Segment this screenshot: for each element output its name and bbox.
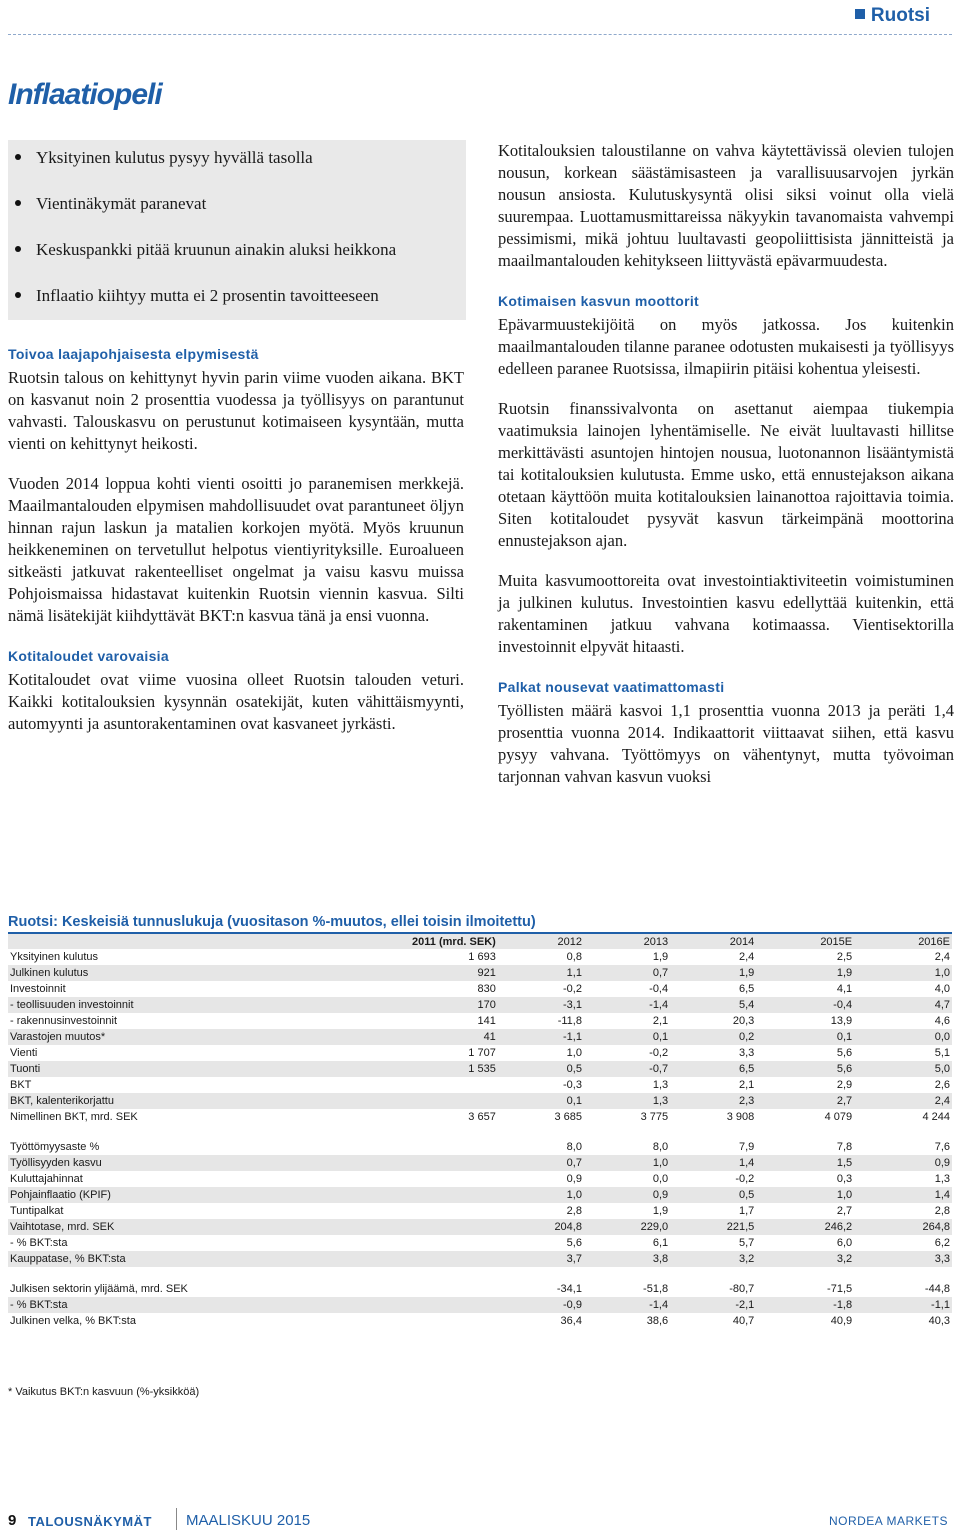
value-cell: -44,8 (924, 1283, 950, 1295)
row-label: Vaihtotase, mrd. SEK (8, 1219, 258, 1235)
value-cell: 36,4 (560, 1315, 582, 1327)
value-cell: 1,3 (584, 1093, 670, 1109)
header-cell: 2012 (498, 934, 584, 949)
value-cell: 5,4 (670, 997, 756, 1013)
row-label: Työttömyysaste % (10, 1141, 100, 1153)
value-cell: 1,7 (738, 1205, 755, 1217)
value-cell: 8,0 (566, 1141, 582, 1153)
value-cell: 1,3 (934, 1173, 950, 1185)
summary-box (8, 140, 466, 320)
row-label: Varastojen muutos* (8, 1029, 258, 1045)
row-label: - rakennusinvestoinnit (10, 1015, 118, 1027)
paragraph: Epävarmuustekijöitä on myös jatkossa. Jos kuitenkin maailmantalouden tilanne paranee odotusten mukaisesti ja työllisyys edelleen paranee Ruotsissa, ilmapiirin pitäisi kohentua yleisesti. (498, 315, 954, 378)
section-heading: Kotimaisen kasvun moottorit (498, 293, 700, 309)
value-cell: -1,1 (498, 1029, 584, 1045)
value-cell: 40,7 (732, 1315, 755, 1327)
value-cell: -1,1 (854, 1297, 952, 1313)
value-cell: 229,0 (584, 1219, 670, 1235)
value-cell: -0,2 (563, 983, 582, 995)
value-cell (258, 1187, 498, 1203)
row-label: Yksityinen kulutus (10, 951, 99, 963)
value-cell: 1,0 (584, 1155, 670, 1171)
value-cell: 2,4 (934, 951, 950, 963)
value-cell: 7,9 (738, 1141, 755, 1153)
value-cell: 3 685 (554, 1111, 582, 1123)
value-cell (258, 1281, 498, 1297)
table-row (8, 1045, 952, 1061)
value-cell: 1 707 (468, 1047, 496, 1059)
value-cell (258, 1093, 498, 1109)
value-cell: 2,1 (738, 1079, 755, 1091)
value-cell: 5,0 (854, 1061, 952, 1077)
paragraph: Muita kasvumoottoreita ovat investointiaktiviteetin voimistuminen ja julkinen kulutus. Investointien kasvu edellyttää kuitenkin, että rakentaminen jatkuu vahvana kotimaassa. Vientisektorilla investoinnit elpyvät hitaasti. (498, 571, 954, 656)
value-cell: 7,8 (836, 1141, 853, 1153)
publication-name: TALOUSNÄKYMÄT (28, 1514, 152, 1529)
value-cell: 4,6 (934, 1015, 950, 1027)
value-cell: 6,5 (738, 983, 755, 995)
value-cell: 1,9 (652, 951, 669, 963)
value-cell: 0,5 (498, 1061, 584, 1077)
value-cell: 1 693 (468, 951, 496, 963)
value-cell: -3,1 (498, 997, 584, 1013)
table-row (8, 1313, 952, 1329)
value-cell (258, 1139, 498, 1155)
value-cell: 0,9 (854, 1155, 952, 1171)
value-cell: 2,7 (756, 1093, 854, 1109)
value-cell: 1,4 (670, 1155, 756, 1171)
value-cell: 5,6 (836, 1047, 853, 1059)
value-cell: -1,4 (584, 997, 670, 1013)
table-row (8, 1077, 952, 1093)
row-label: Kuluttajahinnat (10, 1173, 83, 1185)
value-cell: 1,3 (652, 1079, 669, 1091)
value-cell: -0,2 (649, 1047, 669, 1059)
table-row (8, 965, 952, 981)
value-cell: 1,9 (756, 965, 854, 981)
header-cell: 2011 (mrd. SEK) (258, 934, 498, 949)
value-cell: 1,1 (498, 965, 584, 981)
value-cell: 1,0 (566, 1047, 582, 1059)
section-heading: Kotitaloudet varovaisia (8, 648, 169, 664)
table-row (8, 1171, 952, 1187)
value-cell: 20,3 (732, 1015, 755, 1027)
row-label: Tuonti (8, 1061, 258, 1077)
page-title: Inflaatiopeli (8, 78, 162, 111)
value-cell: 38,6 (646, 1315, 669, 1327)
paragraph: Kotitalouksien taloustilanne on vahva käytettävissä olevien tulojen nousun, korkean säästämisasteen ja varallisuusarvojen jyrkän nousun ansiosta. Kulutuskysyntä olisi siksi voinut olla vielä suurempaa. Luottamusmittareissa näkyykin tavanomaista vahvempi pessimismi, mikä johtuu luultavasti geopoliittisista jännitteistä ja maailmantalouden kehitykseen liittyvästä epävarmuudesta. (498, 141, 954, 270)
page-footer (8, 1502, 952, 1532)
value-cell: 13,9 (830, 1015, 853, 1027)
value-cell: -1,8 (756, 1297, 854, 1313)
row-label: Julkisen sektorin ylijäämä, mrd. SEK (10, 1283, 188, 1295)
value-cell: -1,4 (584, 1297, 670, 1313)
row-label: - % BKT:sta (10, 1237, 68, 1249)
table-row (8, 1139, 952, 1155)
row-label: Vienti (10, 1047, 38, 1059)
value-cell: -34,1 (556, 1283, 582, 1295)
square-icon (855, 9, 865, 19)
value-cell: 0,2 (670, 1029, 756, 1045)
value-cell: 1,0 (498, 1187, 584, 1203)
table-spacer-row (8, 1125, 952, 1139)
table-footnote: * Vaikutus BKT:n kasvuun (%-yksikköä) (8, 1386, 200, 1398)
value-cell: -0,7 (584, 1061, 670, 1077)
value-cell: 2,6 (934, 1079, 950, 1091)
value-cell: 2,5 (836, 951, 853, 963)
value-cell: 7,6 (934, 1141, 950, 1153)
value-cell: 2,8 (934, 1205, 950, 1217)
spacer-cell (8, 1267, 952, 1281)
value-cell: 0,9 (566, 1173, 582, 1185)
value-cell: 2,7 (836, 1205, 853, 1217)
value-cell: 1,9 (652, 1205, 669, 1217)
value-cell: 2,4 (854, 1093, 952, 1109)
value-cell (258, 1171, 498, 1187)
value-cell: -51,8 (643, 1283, 669, 1295)
value-cell: 0,1 (498, 1093, 584, 1109)
value-cell: 1,4 (854, 1187, 952, 1203)
header-cell: 2016E (854, 934, 952, 949)
value-cell: 8,0 (652, 1141, 669, 1153)
section-heading: Palkat nousevat vaatimattomasti (498, 679, 725, 695)
value-cell (258, 1235, 498, 1251)
value-cell: 3,3 (738, 1047, 755, 1059)
value-cell: -0,4 (649, 983, 669, 995)
right-column (498, 140, 954, 788)
value-cell: 0,3 (836, 1173, 853, 1185)
value-cell: 5,6 (756, 1061, 854, 1077)
value-cell: 3,8 (584, 1251, 670, 1267)
row-label: Työllisyyden kasvu (8, 1155, 258, 1171)
value-cell (258, 1203, 498, 1219)
value-cell (258, 1313, 498, 1329)
value-cell: 221,5 (670, 1219, 756, 1235)
value-cell: 5,7 (738, 1237, 755, 1249)
table-row (8, 1109, 952, 1125)
footer-divider (176, 1508, 177, 1530)
row-label: Nimellinen BKT, mrd. SEK (10, 1111, 138, 1123)
value-cell: 40,3 (928, 1315, 950, 1327)
table-row (8, 1155, 952, 1171)
table-row (8, 1061, 952, 1077)
value-cell: -0,4 (756, 997, 854, 1013)
value-cell: 5,1 (934, 1047, 950, 1059)
table-row (8, 949, 952, 965)
table-row (8, 1281, 952, 1297)
row-label: Investoinnit (10, 983, 66, 995)
value-cell: 4,0 (934, 983, 950, 995)
summary-bullet: Keskuspankki pitää kruunun ainakin aluksi heikkona (34, 238, 466, 261)
table-row (8, 1219, 952, 1235)
value-cell: 1,5 (756, 1155, 854, 1171)
value-cell (258, 1155, 498, 1171)
table-title: Ruotsi: Keskeisiä tunnuslukuja (vuositason %-muutos, ellei toisin ilmoitettu) (8, 914, 536, 930)
table-row (8, 1013, 952, 1029)
value-cell: 0,9 (584, 1187, 670, 1203)
value-cell: 3,3 (854, 1251, 952, 1267)
table-body (8, 949, 952, 1329)
value-cell: 2,9 (836, 1079, 853, 1091)
value-cell (258, 1251, 498, 1267)
value-cell: 0,8 (566, 951, 582, 963)
value-cell: 3 657 (468, 1111, 496, 1123)
value-cell: 6,2 (934, 1237, 950, 1249)
table-row (8, 997, 952, 1013)
table-row (8, 1203, 952, 1219)
value-cell: 3,2 (670, 1251, 756, 1267)
value-cell: 0,7 (498, 1155, 584, 1171)
row-label: Pohjainflaatio (KPIF) (8, 1187, 258, 1203)
value-cell: 3 775 (640, 1111, 669, 1123)
value-cell: 141 (477, 1015, 496, 1027)
row-label: Kauppatase, % BKT:sta (8, 1251, 258, 1267)
paragraph: Ruotsin talous on kehittynyt hyvin parin viime vuoden aikana. BKT on kasvanut noin 2 prosenttia vuodessa ja työllisyys on parantunut vahvasti. Talouskasvu on perustunut kotimaiseen kysyntään, mutta vienti on kehittynyt heikosti. (8, 368, 464, 453)
value-cell: 0,0 (854, 1029, 952, 1045)
section-heading: Toivoa laajapohjaisesta elpymisestä (8, 346, 259, 362)
value-cell: 2,8 (566, 1205, 582, 1217)
row-label: - teollisuuden investoinnit (8, 997, 258, 1013)
row-label: - % BKT:sta (8, 1297, 258, 1313)
value-cell: 0,7 (584, 965, 670, 981)
summary-bullet: Yksityinen kulutus pysyy hyvällä tasolla (34, 146, 466, 169)
value-cell: 0,1 (756, 1029, 854, 1045)
value-cell: 1,0 (854, 965, 952, 981)
table-row (8, 1029, 952, 1045)
value-cell (258, 1219, 498, 1235)
value-cell: 41 (258, 1029, 498, 1045)
value-cell: 6,0 (836, 1237, 853, 1249)
value-cell: 4,7 (854, 997, 952, 1013)
header-cell: 2015E (756, 934, 854, 949)
section-tag (855, 5, 930, 27)
value-cell: 3,7 (498, 1251, 584, 1267)
value-cell: 3 908 (726, 1111, 755, 1123)
value-cell: 4 079 (824, 1111, 853, 1123)
key-figures-table (8, 934, 952, 1329)
value-cell (258, 1297, 498, 1313)
brand-name: NORDEA MARKETS (828, 1514, 948, 1528)
value-cell: -0,3 (563, 1079, 582, 1091)
row-label: Julkinen kulutus (8, 965, 258, 981)
value-cell: 4,1 (836, 983, 853, 995)
paragraph: Ruotsin finanssivalvonta on asettanut aiempaa tiukempia vaatimuksia lainojen lyhentämiselle. Ne eivät luultavasti hillitse merkittävästi asuntojen hintojen nousua, luotonannon lisääntymistä tai kotitalouksien kulutusta. Emme usko, että ennustejakson aikana otetaan käyttöön muita kotitalouksien lainanottoa rajoittavia toimia. Siten kotitaloudet pysyvät kasvun tärkeimpänä moottorina ennustejakson ajan. (498, 399, 954, 550)
value-cell: 1,0 (756, 1187, 854, 1203)
table-row (8, 981, 952, 997)
table-header-row (8, 934, 952, 949)
value-cell: 0,0 (652, 1173, 669, 1185)
header-cell (8, 934, 258, 949)
value-cell: -80,7 (729, 1283, 755, 1295)
paragraph: Vuoden 2014 loppua kohti vienti osoitti jo paranemisen merkkejä. Maailmantalouden elpymisen mahdollisuudet ovat parantuneet öljyn hinnan rajun laskun ja matalien korkojen myötä. Myös kruunun heikkeneminen on tervetullut helpotus vientiyrityksille. Euroalueen sitkeästi jatkuvat rakenteelliset ongelmat ja vaisu kasvu muissa Pohjoismaissa hidastavat kuitenkin Ruotsin viennin kasvua. Silti nämä lisätekijät kiihdyttävät BKT:n kasvua tänä ja ensi vuonna. (8, 474, 464, 625)
value-cell: 40,9 (830, 1315, 853, 1327)
spacer-cell (8, 1125, 952, 1139)
table-row (8, 1297, 952, 1313)
value-cell: 0,5 (670, 1187, 756, 1203)
value-cell: -2,1 (670, 1297, 756, 1313)
value-cell: 204,8 (498, 1219, 584, 1235)
value-cell: -11,8 (557, 1015, 582, 1027)
value-cell (258, 1077, 498, 1093)
table-row (8, 1251, 952, 1267)
value-cell: 4 244 (922, 1111, 950, 1123)
header-cell: 2014 (670, 934, 756, 949)
row-label: BKT (10, 1079, 32, 1091)
value-cell: -0,2 (735, 1173, 755, 1185)
value-cell: 2,1 (652, 1015, 669, 1027)
value-cell: 0,1 (584, 1029, 670, 1045)
summary-bullet: Inflaatio kiihtyy mutta ei 2 prosentin tavoitteeseen (34, 284, 466, 307)
left-column (8, 343, 464, 753)
row-label: Julkinen velka, % BKT:sta (10, 1315, 136, 1327)
paragraph: Työllisten määrä kasvoi 1,1 prosenttia vuonna 2013 ja peräti 1,4 prosenttia vuonna 2014. Indikaattorit viittaavat siihen, että kasvu pysyy vahvana. Työttömyys on vähentynyt, mutta työvoiman tarjonnan vahvan kasvun vuoksi (498, 701, 954, 786)
value-cell: 1 535 (258, 1061, 498, 1077)
value-cell: 1,9 (670, 965, 756, 981)
paragraph: Kotitaloudet ovat viime vuosina olleet Ruotsin talouden veturi. Kaikki kotitalouksien kysynnän osatekijät, kuten vähittäismyynti, automyynti ja asuntorakentaminen ovat kasvaneet jyrkästi. (8, 670, 464, 733)
summary-bullet: Vientinäkymät paranevat (34, 192, 466, 215)
value-cell: 830 (477, 983, 496, 995)
table-row (8, 1187, 952, 1203)
value-cell: 6,5 (670, 1061, 756, 1077)
table-spacer-row (8, 1267, 952, 1281)
value-cell: 6,1 (652, 1237, 669, 1249)
value-cell: 2,4 (738, 951, 755, 963)
publication-date: MAALISKUU 2015 (186, 1512, 311, 1529)
header-cell: 2013 (584, 934, 670, 949)
value-cell: -0,9 (498, 1297, 584, 1313)
value-cell: 264,8 (854, 1219, 952, 1235)
value-cell: 246,2 (756, 1219, 854, 1235)
section-label: Ruotsi (870, 5, 930, 26)
page-number: 9 (8, 1512, 17, 1529)
table-row (8, 1093, 952, 1109)
value-cell: 921 (258, 965, 498, 981)
header-divider (8, 34, 952, 35)
value-cell: 5,6 (566, 1237, 582, 1249)
value-cell: -71,5 (827, 1283, 853, 1295)
value-cell: 2,3 (670, 1093, 756, 1109)
table-row (8, 1235, 952, 1251)
value-cell: 170 (258, 997, 498, 1013)
row-label: Tuntipalkat (10, 1205, 64, 1217)
row-label: BKT, kalenterikorjattu (8, 1093, 258, 1109)
value-cell: 3,2 (756, 1251, 854, 1267)
